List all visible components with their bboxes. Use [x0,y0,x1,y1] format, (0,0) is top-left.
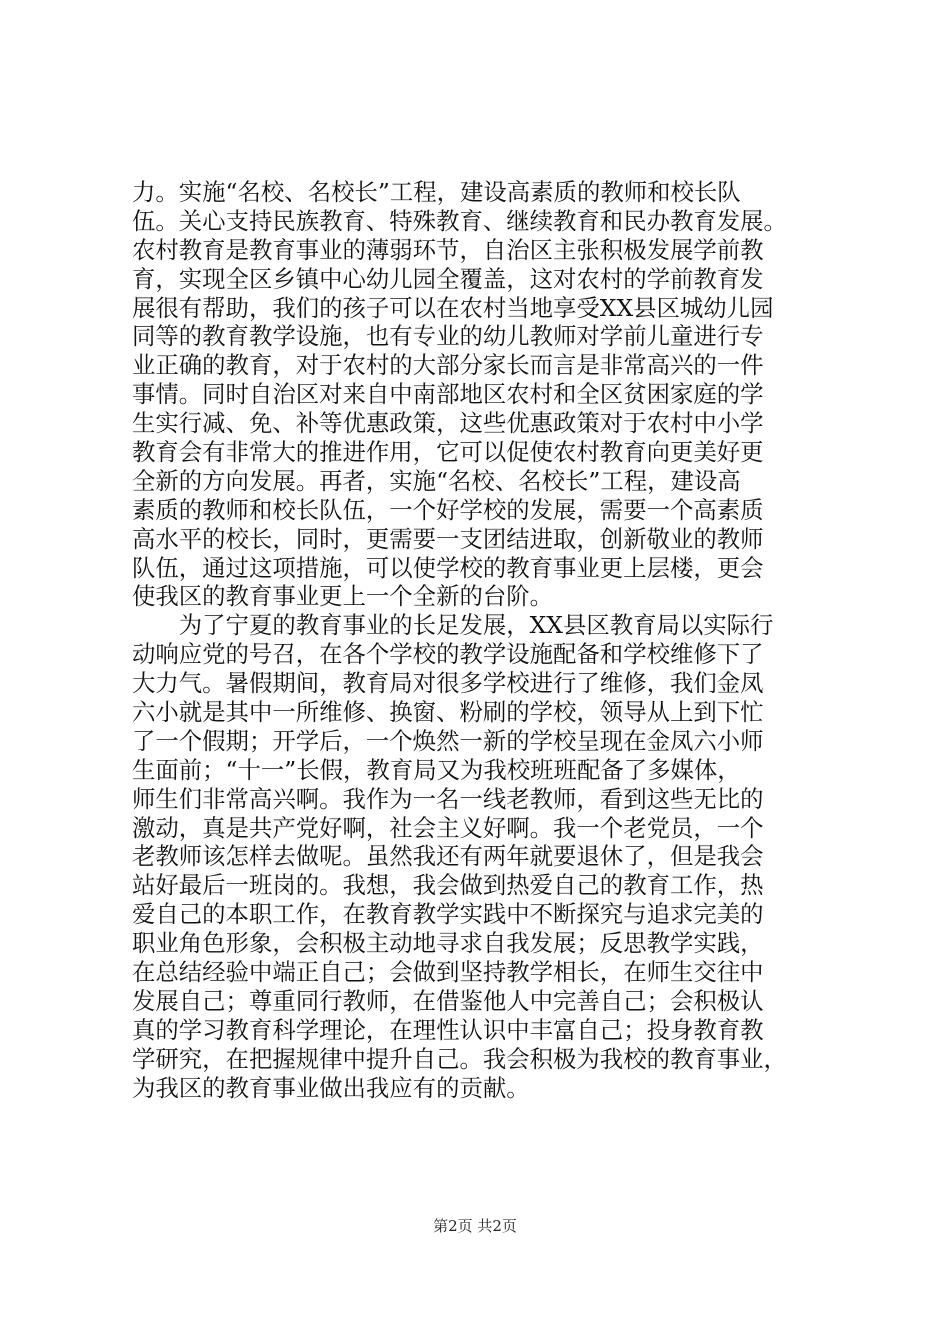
text-line: 六小就是其中一所维修、换窗、粉刷的学校，领导从上到下忙 [132,698,764,727]
text-line: 激动，真是共产党好啊，社会主义好啊。我一个老党员，一个 [132,813,764,842]
text-line: 爱自己的本职工作，在教育教学实践中不断探究与追求完美的 [132,900,764,929]
text-line: 老教师该怎样去做呢。虽然我还有两年就要退休了，但是我会 [132,842,764,871]
text-line: 大力气。暑假期间，教育局对很多学校进行了维修，我们金凤 [132,669,764,698]
page-footer: 第2页 共2页 [433,1217,517,1235]
text-line: 生面前；“十一”长假，教育局又为我校班班配备了多媒体， [132,755,741,784]
text-line: 使我区的教育事业更上一个全新的台阶。 [132,582,554,611]
text-line: 业正确的教育，对于农村的大部分家长而言是非常高兴的一件 [132,351,764,380]
text-line: 同等的教育教学设施，也有专业的幼儿教师对学前儿童进行专 [132,322,764,351]
text-line: 职业角色形象，会积极主动地寻求自我发展；反思教学实践， [132,929,764,958]
text-line: 师生们非常高兴啊。我作为一名一线老教师，看到这些无比的 [132,784,764,813]
text-line: 育，实现全区乡镇中心幼儿园全覆盖，这对农村的学前教育发 [132,264,764,293]
text-line: 真的学习教育科学理论，在理性认识中丰富自己；投身教育教 [132,1015,764,1044]
text-line: 伍。关心支持民族教育、特殊教育、继续教育和民办教育发展。 [132,206,787,235]
text-line: 发展自己；尊重同行教师，在借鉴他人中完善自己；会积极认 [132,986,764,1015]
text-line: 为我区的教育事业做出我应有的贡献。 [132,1073,530,1102]
text-line: 高水平的校长，同时，更需要一支团结进取，创新敬业的教师 [132,524,764,553]
text-line: 农村教育是教育事业的薄弱环节，自治区主张积极发展学前教 [132,235,764,264]
text-line: 力。实施“名校、名校长”工程，建设高素质的教师和校长队 [132,178,741,206]
text-line: 队伍，通过这项措施，可以使学校的教育事业更上层楼，更会 [132,553,764,582]
text-line: 动响应党的号召，在各个学校的教学设施配备和学校维修下了 [132,640,764,669]
text-line: 学研究，在把握规律中提升自己。我会积极为我校的教育事业， [132,1044,787,1073]
text-line: 生实行减、免、补等优惠政策，这些优惠政策对于农村中小学 [132,409,764,438]
text-line: 事情。同时自治区对来自中南部地区农村和全区贫困家庭的学 [132,380,764,409]
text-line: 教育会有非常大的推进作用，它可以促使农村教育向更美好更 [132,438,764,467]
text-line: 站好最后一班岗的。我想，我会做到热爱自己的教育工作，热 [132,871,764,900]
text-line: 素质的教师和校长队伍，一个好学校的发展，需要一个高素质 [132,495,764,524]
text-line: 全新的方向发展。再者，实施“名校、名校长”工程，建设高 [132,466,741,495]
body-text [132,178,822,1103]
text-line: 展很有帮助，我们的孩子可以在农村当地享受XX县区城幼儿园 [132,293,774,322]
text-line: 在总结经验中端正自己；会做到坚持教学相长，在师生交往中 [132,958,764,987]
text-line: 了一个假期；开学后，一个焕然一新的学校呈现在金凤六小师 [132,726,764,755]
text-line: 为了宁夏的教育事业的长足发展，XX县区教育局以实际行 [132,611,774,640]
